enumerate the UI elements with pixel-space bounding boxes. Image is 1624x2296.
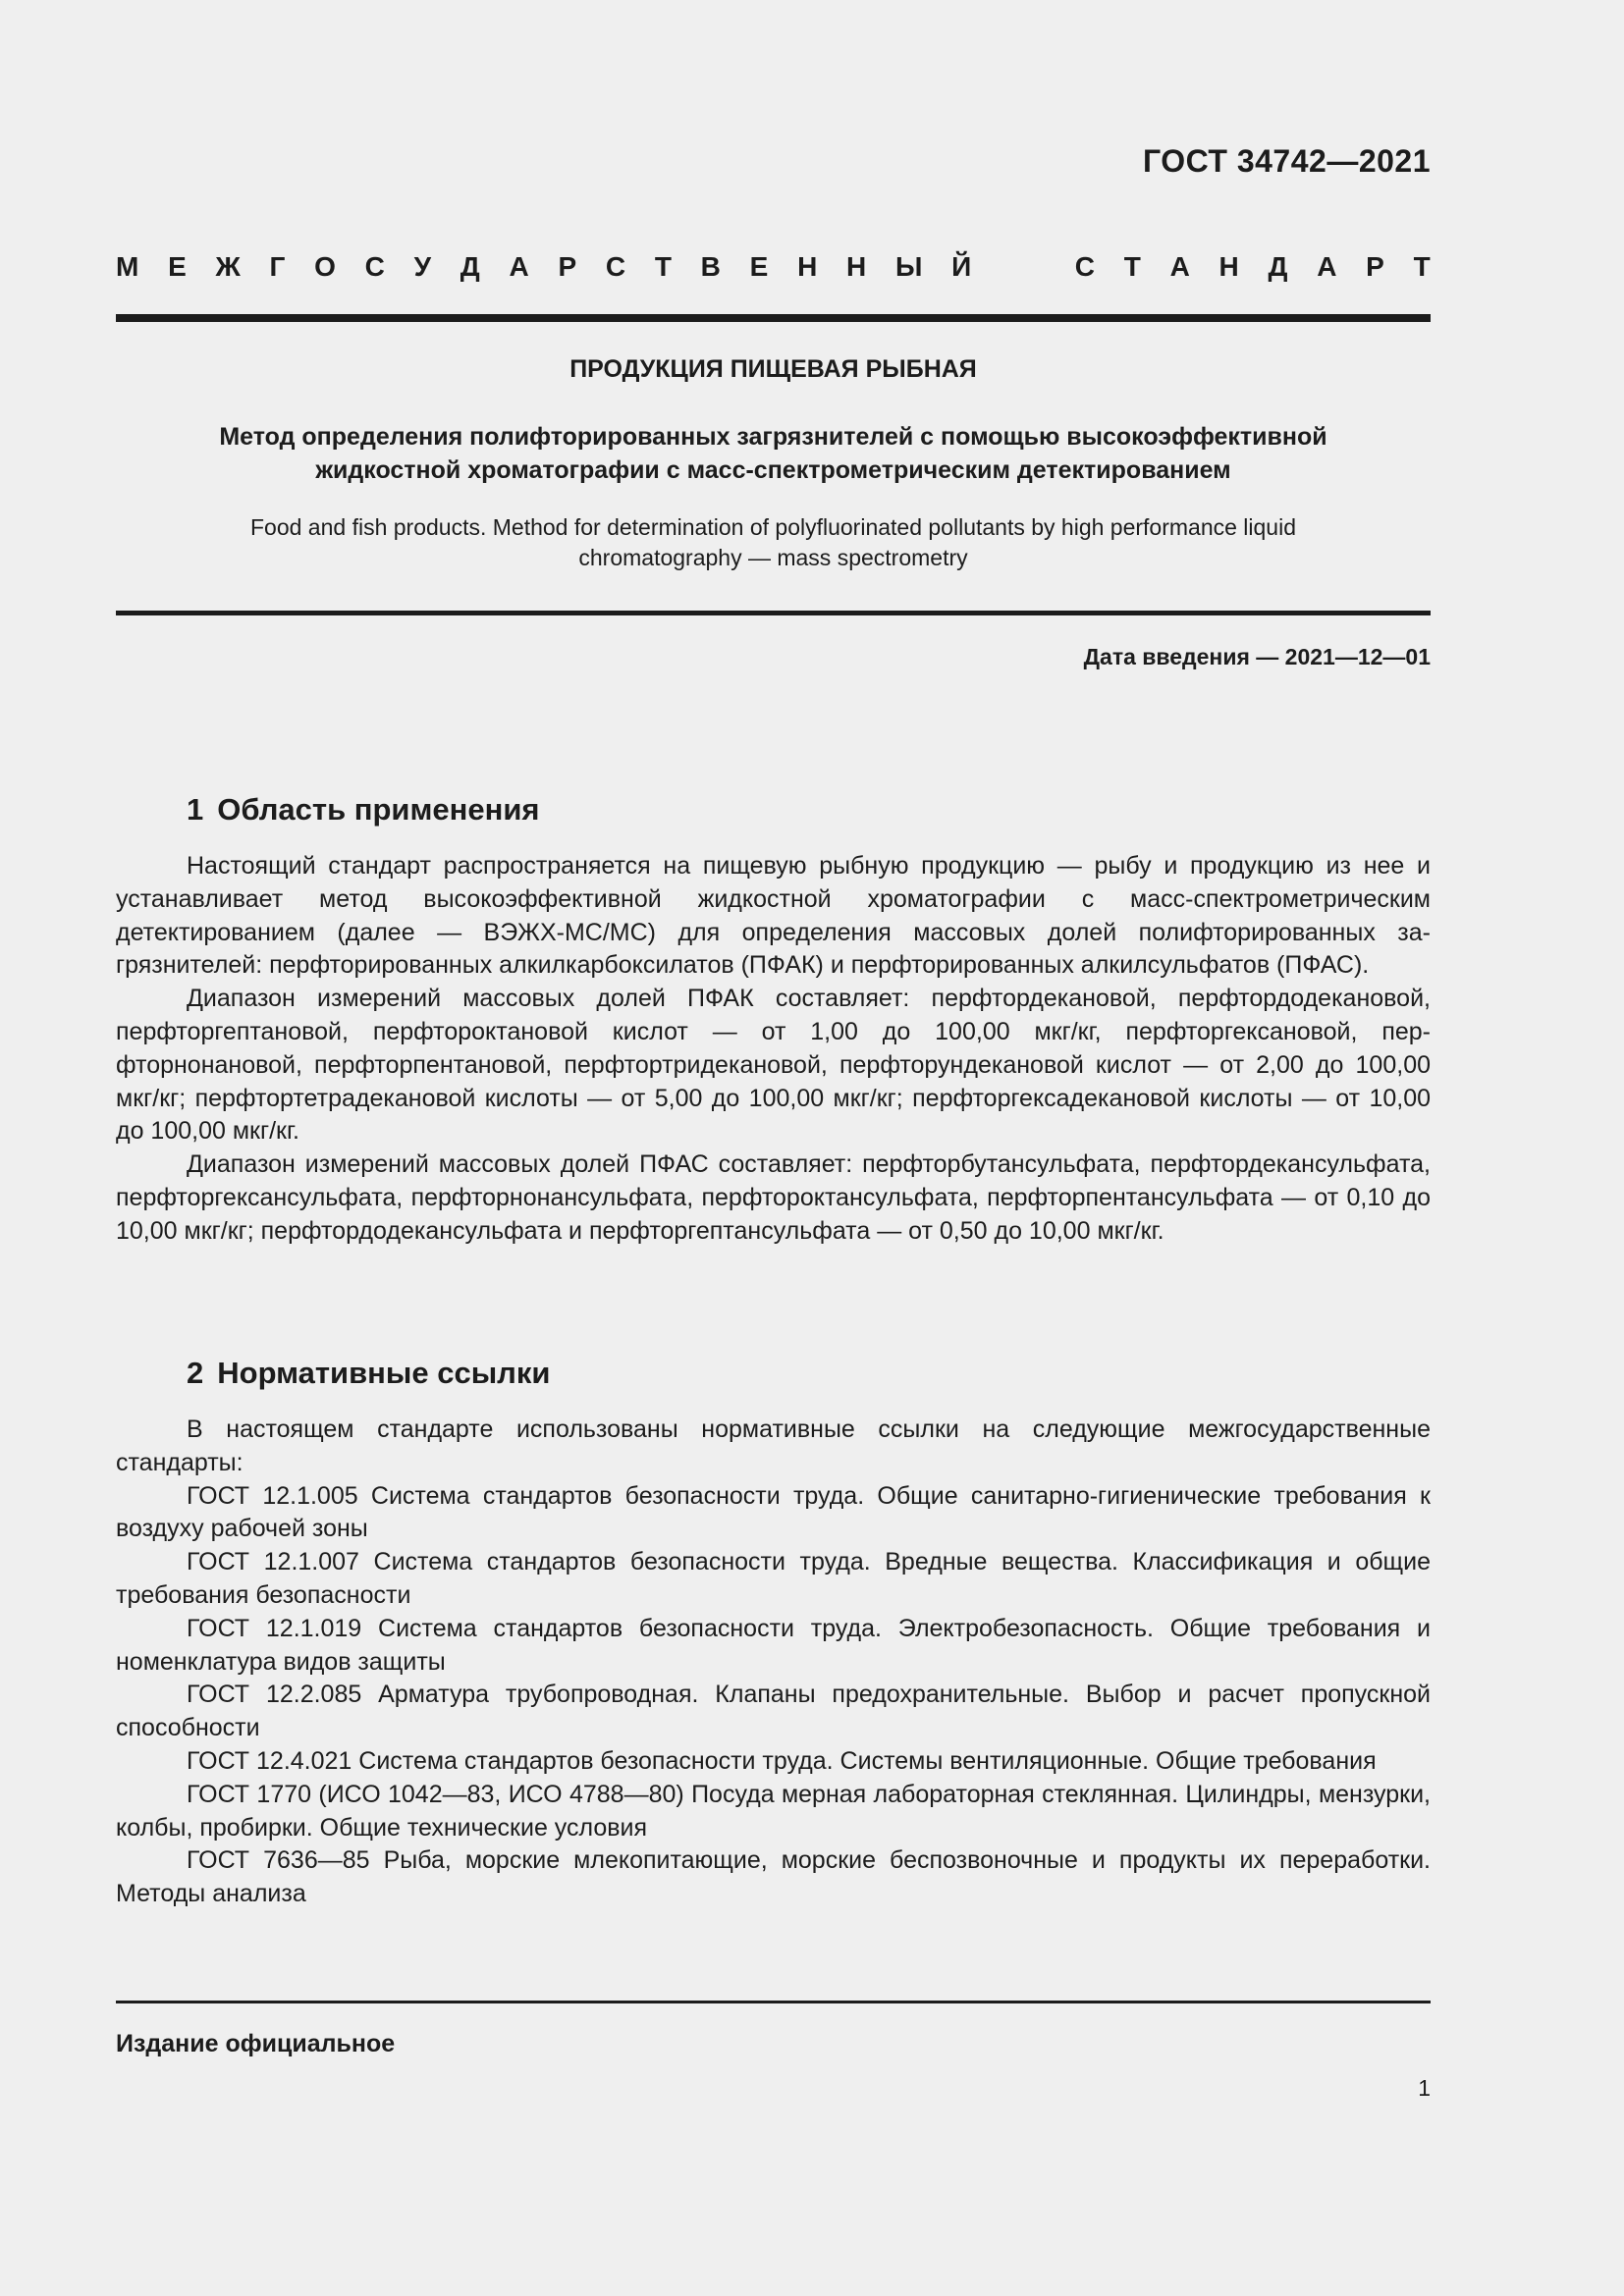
english-title-line: Food and fish products. Method for determination of polyfluorinated pollutants by high performance liquid xyxy=(249,514,1297,540)
reference-item: ГОСТ 12.1.007 Система стандартов безопасности труда. Вредные вещества. Классификация и общие требования безопасности xyxy=(116,1548,1431,1609)
document-subtitle xyxy=(116,420,1431,487)
standard-type-letter: Д xyxy=(1268,251,1288,282)
standard-type-letter: Н xyxy=(797,251,818,282)
standard-type-banner xyxy=(116,251,1431,283)
standard-type-letter: В xyxy=(700,251,721,282)
standard-type-letter: А xyxy=(1317,251,1337,282)
standard-type-letter: Р xyxy=(558,251,577,282)
standard-type-letter: Т xyxy=(1413,251,1431,282)
document-title: ПРОДУКЦИЯ ПИЩЕВАЯ РЫБНАЯ xyxy=(569,355,977,383)
title-divider xyxy=(116,611,1431,615)
standard-type-letter: Т xyxy=(654,251,672,282)
footer-divider xyxy=(116,2001,1431,2003)
introduction-date: Дата введения — 2021—12—01 xyxy=(1083,644,1431,669)
reference-item: ГОСТ 7636—85 Рыба, морские млекопитающие, морские беспозвоночные и продукты их переработки. Методы анализа xyxy=(116,1846,1431,1908)
subtitle-line: Метод определения полифторированных загрязнителей с помощью высокоэффективной xyxy=(219,423,1327,451)
standard-type-letter: А xyxy=(509,251,529,282)
standard-type-letter: Ж xyxy=(215,251,241,282)
english-title-line: chromatography — mass spectrometry xyxy=(578,545,968,570)
standard-type-letter: С xyxy=(364,251,385,282)
standard-type-letter: У xyxy=(413,251,432,282)
reference-item: ГОСТ 12.1.019 Система стандартов безопасности труда. Электробезопасность. Общие требования и номенклатура видов защиты xyxy=(116,1614,1431,1676)
reference-item: ГОСТ 12.1.005 Система стандартов безопасности труда. Общие санитарно-гигиенические требования к воздуху рабочей зоны xyxy=(116,1481,1431,1543)
standard-type-letter: Й xyxy=(951,251,972,282)
subtitle-line: жидкостной хроматографии с масс-спектрометрическим детектированием xyxy=(315,456,1231,484)
paragraph: Настоящий стандарт распространяется на пищевую рыбную продукцию — рыбу и продукцию из нее и устанавливает метод высокоэффективной жидкостной хроматографии с масс-спектрометрическим детектированием (далее — ВЭЖХ-МС/МС) для определения массовых долей полифторированных загрязнителей: перфторированных алкилкарбоксилатов (ПФАК) и перфторированных алкилсульфатов (ПФАС). xyxy=(116,852,1431,980)
paragraph: Диапазон измерений массовых долей ПФАК составляет: перфтордекановой, перфтордодекановой, перфторгептановой, перфтороктановой кислот — от 1,00 до 100,00 мкг/кг, перфторгексановой, перфторнонановой, перфторпентановой, перфтортридекановой, перфторундекановой кислот — от 2,00 до 100,00 мкг/кг; перфтортетрадекановой кислоты — от 5,00 до 100,00 мкг/кг; перфторгексадекановой кислоты — от 10,00 до 100,00 мкг/кг. xyxy=(116,985,1431,1146)
standard-type-letter: Ы xyxy=(895,251,923,282)
page-number: 1 xyxy=(1418,2075,1431,2101)
standard-type-letter: Р xyxy=(1366,251,1384,282)
reference-item: ГОСТ 1770 (ИСО 1042—83, ИСО 4788—80) Посуда мерная лабораторная стеклянная. Цилиндры, мензурки, колбы, пробирки. Общие технические условия xyxy=(116,1780,1431,1842)
section-normative-references xyxy=(116,1355,1431,1911)
english-title xyxy=(116,512,1431,573)
paragraph: В настоящем стандарте использованы нормативные ссылки на следующие межгосударственные стандарты: xyxy=(116,1415,1431,1476)
standard-type-letter: С xyxy=(1074,251,1095,282)
document-number: ГОСТ 34742—2021 xyxy=(1142,143,1431,179)
standard-type-letter: А xyxy=(1169,251,1190,282)
reference-item: ГОСТ 12.2.085 Арматура трубопроводная. Клапаны предохранительные. Выбор и расчет пропускной способности xyxy=(116,1681,1431,1742)
standard-type-letter: Н xyxy=(1218,251,1239,282)
standard-type-letter: М xyxy=(116,251,139,282)
standard-type-letter: О xyxy=(314,251,336,282)
standard-type-letter: Н xyxy=(846,251,867,282)
section-scope xyxy=(116,791,1431,1249)
standard-type-letter: Д xyxy=(460,251,480,282)
section-number: 1 xyxy=(187,792,204,827)
section-heading xyxy=(116,791,1431,828)
paragraph: Диапазон измерений массовых долей ПФАС составляет: перфторбутансульфата, перфтордекансульфата, перфторгексансульфата, перфторнонансульфата, перфтороктансульфата, перфторпентансульфата — от 0,10 до 10,00 мкг/кг; перфтордодекансульфата и перфторгептансульфата — от 0,50 до 10,00 мкг/кг. xyxy=(116,1150,1431,1245)
section-heading xyxy=(116,1355,1431,1392)
standard-type-letter: Е xyxy=(749,251,769,282)
official-edition-label: Издание официальное xyxy=(116,2030,396,2057)
standard-type-letter: Е xyxy=(168,251,187,282)
standard-type-letter: С xyxy=(605,251,626,282)
standard-type-letter: Г xyxy=(269,251,286,282)
reference-item: ГОСТ 12.4.021 Система стандартов безопасности труда. Системы вентиляционные. Общие требования xyxy=(187,1746,1377,1775)
word-gap xyxy=(1001,251,1046,283)
section-title: Область применения xyxy=(217,792,540,827)
standard-type-letter: Т xyxy=(1123,251,1141,282)
document-page xyxy=(116,0,1431,2296)
header-divider xyxy=(116,314,1431,322)
section-title: Нормативные ссылки xyxy=(217,1356,551,1390)
section-number: 2 xyxy=(187,1356,204,1390)
